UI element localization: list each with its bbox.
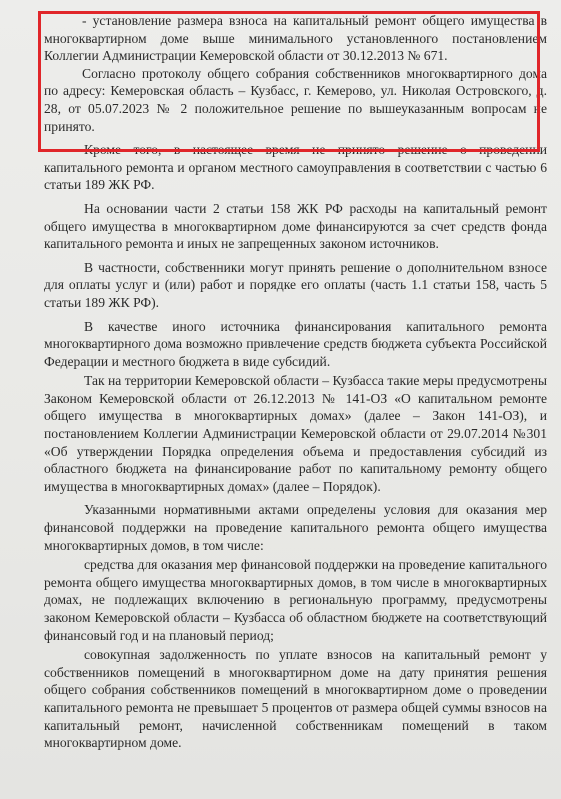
paragraph-additional-fee: В частности, собственники могут принять решение о дополнительном взносе для оплаты услуг и (или) работ и порядке его оплаты (часть 1.1 статьи 158, часть 5 статьи 189 ЖК РФ). <box>44 259 547 310</box>
paragraph-meeting-protocol: Согласно протоколу общего собрания собственников многоквартирного дома по адресу: Кемеровская область – Кузбасс, г. Кемерово, ул. Николая Островского, д. 28, от 05.07.2023 № 2 положительное решение по вышеуказанным вопросам не принято. <box>44 65 547 134</box>
list-item-debt-limit: совокупная задолженность по уплате взносов на капитальный ремонт у собственников помещений в многоквартирном доме на дату принятия решения общего собрания собственников помещений в многоквартирном доме о проведении капитального ремонта не превышает 5 процентов от размера общей суммы взносов на капитальный ремонт, начисленной собственникам помещений в таком многоквартирном доме. <box>44 647 547 751</box>
paragraph-regional-law: Так на территории Кемеровской области – Кузбасса такие меры предусмотрены Законом Кемеровской области от 26.12.2013 № 141-ОЗ «О капитальном ремонте общего имущества в многоквартирных домах» (далее – Закон 141-ОЗ), и постановлением Коллегии Администрации Кемеровской области от 29.07.2014 №301 «Об утверждении Порядка определения объема и предоставления субсидий из областного бюджета на финансирование работ по капитальному ремонту общего имущества в многоквартирных домах» (далее – Порядок). <box>44 373 547 494</box>
paragraph-capital-repair-fee: - установление размера взноса на капитальный ремонт общего имущества в многоквартирном доме выше минимального установленного постановлением Коллегии Администрации Кемеровской области от 30.12.2013 № 671. <box>44 13 547 64</box>
list-item-budget-funds: средства для оказания мер финансовой поддержки на проведение капитального ремонта общего имущества многоквартирных домов, в том числе в многоквартирных домах, не подлежащих включению в региональную программу, предусмотрены законом Кемеровской области – Кузбасса об областном бюджете на соответствующий финансовый год и на плановый период; <box>44 557 547 643</box>
paragraph-other-source: В качестве иного источника финансирования капитального ремонта многоквартирного дома возможно привлечение средств бюджета субъекта Российской Федерации и местного бюджета в виде субсидий. <box>44 318 547 369</box>
paragraph-no-decision: Кроме того, в настоящее время не принято решение о проведении капитального ремонта и органом местного самоуправления в соответствии с частью 6 статьи 189 ЖК РФ. <box>44 142 547 193</box>
paragraph-conditions-intro: Указанными нормативными актами определены условия для оказания мер финансовой поддержки на проведение капитального ремонта общего имущества многоквартирных домов, в том числе: <box>44 502 547 553</box>
paragraph-funding-basis: На основании части 2 статьи 158 ЖК РФ расходы на капитальный ремонт общего имущества в многоквартирном доме финансируются за счет средств фонда капитального ремонта и иных не запрещенных законом источников. <box>44 200 547 252</box>
